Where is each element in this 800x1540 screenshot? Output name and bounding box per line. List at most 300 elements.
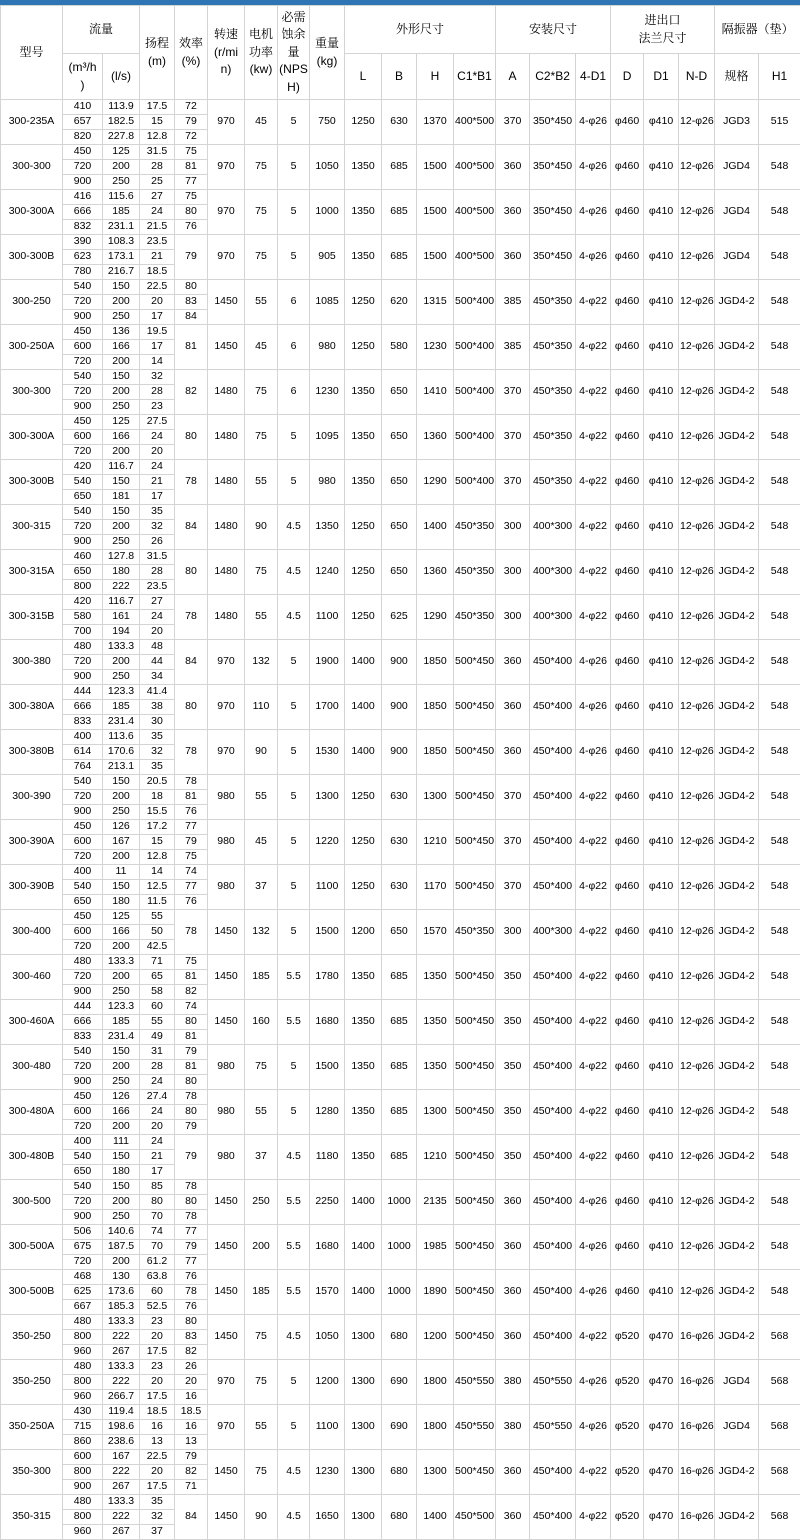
h1-cell: 548 <box>759 235 800 280</box>
head-cell: 18 <box>140 790 175 805</box>
model-cell: 300-480B <box>1 1135 63 1180</box>
D1-cell: φ410 <box>644 595 679 640</box>
efficiency-cell: 18.5 <box>175 1405 208 1420</box>
flow-ls-cell: 200 <box>103 520 140 535</box>
power-cell: 132 <box>245 640 278 685</box>
H-cell: 1290 <box>417 595 454 640</box>
model-cell: 300-315 <box>1 505 63 550</box>
flow-ls-cell: 200 <box>103 295 140 310</box>
head-cell: 11.5 <box>140 895 175 910</box>
efficiency-cell: 82 <box>175 370 208 415</box>
flow-m3h-cell: 540 <box>63 1150 103 1165</box>
flow-ls-cell: 108.3 <box>103 235 140 250</box>
H-cell: 1800 <box>417 1405 454 1450</box>
d4-cell: 4-φ26 <box>576 1180 611 1225</box>
c2b2-cell: 450*550 <box>530 1405 576 1450</box>
d4-cell: 4-φ22 <box>576 460 611 505</box>
pump-spec-table <box>0 5 800 1540</box>
c1b1-cell: 500*450 <box>454 775 496 820</box>
weight-cell: 1100 <box>310 865 345 910</box>
c1b1-cell: 450*350 <box>454 505 496 550</box>
header-4d1: 4-D1 <box>576 54 611 100</box>
d4-cell: 4-φ26 <box>576 1270 611 1315</box>
head-cell: 34 <box>140 670 175 685</box>
A-cell: 350 <box>496 1090 530 1135</box>
head-cell: 32 <box>140 370 175 385</box>
B-cell: 685 <box>382 1135 417 1180</box>
model-cell: 300-300B <box>1 460 63 505</box>
nd-cell: 16-φ26 <box>679 1450 715 1495</box>
h1-cell: 568 <box>759 1450 800 1495</box>
D1-cell: φ410 <box>644 370 679 415</box>
npsh-cell: 6 <box>278 325 310 370</box>
flow-m3h-cell: 900 <box>63 1210 103 1225</box>
c1b1-cell: 500*400 <box>454 370 496 415</box>
h1-cell: 568 <box>759 1495 800 1540</box>
head-cell: 25 <box>140 175 175 190</box>
flow-m3h-cell: 444 <box>63 685 103 700</box>
c1b1-cell: 500*450 <box>454 1135 496 1180</box>
power-cell: 37 <box>245 865 278 910</box>
flow-ls-cell: 166 <box>103 925 140 940</box>
model-cell: 300-390 <box>1 775 63 820</box>
table-row <box>1 505 800 520</box>
flow-ls-cell: 200 <box>103 445 140 460</box>
D-cell: φ460 <box>611 100 644 145</box>
speed-cell: 1450 <box>208 1000 245 1045</box>
efficiency-cell: 80 <box>175 280 208 295</box>
table-row <box>1 235 800 250</box>
c2b2-cell: 450*400 <box>530 640 576 685</box>
spec-cell: JGD4-2 <box>715 955 759 1000</box>
L-cell: 1400 <box>345 730 382 775</box>
D1-cell: φ470 <box>644 1450 679 1495</box>
flow-m3h-cell: 720 <box>63 940 103 955</box>
B-cell: 900 <box>382 685 417 730</box>
A-cell: 360 <box>496 1270 530 1315</box>
speed-cell: 970 <box>208 730 245 775</box>
efficiency-cell: 76 <box>175 805 208 820</box>
H-cell: 1410 <box>417 370 454 415</box>
d4-cell: 4-φ26 <box>576 235 611 280</box>
spec-cell: JGD4-2 <box>715 1135 759 1180</box>
weight-cell: 1050 <box>310 1315 345 1360</box>
head-cell: 24 <box>140 1105 175 1120</box>
d4-cell: 4-φ22 <box>576 775 611 820</box>
c1b1-cell: 500*450 <box>454 685 496 730</box>
flow-m3h-cell: 650 <box>63 1165 103 1180</box>
flow-m3h-cell: 540 <box>63 280 103 295</box>
A-cell: 300 <box>496 505 530 550</box>
spec-cell: JGD4-2 <box>715 730 759 775</box>
nd-cell: 12-φ26 <box>679 865 715 910</box>
power-cell: 185 <box>245 1270 278 1315</box>
h1-cell: 548 <box>759 865 800 910</box>
h1-cell: 568 <box>759 1405 800 1450</box>
L-cell: 1250 <box>345 865 382 910</box>
efficiency-cell: 81 <box>175 1060 208 1075</box>
head-cell: 19.5 <box>140 325 175 340</box>
model-cell: 350-250A <box>1 1405 63 1450</box>
d4-cell: 4-φ22 <box>576 910 611 955</box>
efficiency-cell: 76 <box>175 220 208 235</box>
flow-ls-cell: 198.6 <box>103 1420 140 1435</box>
weight-cell: 1570 <box>310 1270 345 1315</box>
flow-ls-cell: 200 <box>103 970 140 985</box>
flow-m3h-cell: 468 <box>63 1270 103 1285</box>
H-cell: 1210 <box>417 1135 454 1180</box>
c2b2-cell: 400*300 <box>530 595 576 640</box>
npsh-cell: 4.5 <box>278 1495 310 1540</box>
npsh-cell: 5 <box>278 685 310 730</box>
speed-cell: 970 <box>208 1405 245 1450</box>
table-row <box>1 730 800 745</box>
weight-cell: 1700 <box>310 685 345 730</box>
flow-ls-cell: 119.4 <box>103 1405 140 1420</box>
L-cell: 1300 <box>345 1360 382 1405</box>
efficiency-cell: 80 <box>175 1195 208 1210</box>
A-cell: 370 <box>496 820 530 865</box>
flow-m3h-cell: 450 <box>63 910 103 925</box>
flow-ls-cell: 266.7 <box>103 1390 140 1405</box>
D1-cell: φ410 <box>644 865 679 910</box>
spec-cell: JGD4-2 <box>715 325 759 370</box>
flow-m3h-cell: 900 <box>63 1480 103 1495</box>
nd-cell: 16-φ26 <box>679 1495 715 1540</box>
d4-cell: 4-φ22 <box>576 505 611 550</box>
head-cell: 65 <box>140 970 175 985</box>
d4-cell: 4-φ26 <box>576 190 611 235</box>
npsh-cell: 5.5 <box>278 1180 310 1225</box>
model-cell: 300-500A <box>1 1225 63 1270</box>
D-cell: φ460 <box>611 865 644 910</box>
efficiency-cell: 82 <box>175 1465 208 1480</box>
efficiency-cell: 16 <box>175 1420 208 1435</box>
spec-cell: JGD4-2 <box>715 865 759 910</box>
c2b2-cell: 450*400 <box>530 1450 576 1495</box>
flow-m3h-cell: 675 <box>63 1240 103 1255</box>
npsh-cell: 5 <box>278 820 310 865</box>
D1-cell: φ410 <box>644 820 679 865</box>
D-cell: φ460 <box>611 955 644 1000</box>
weight-cell: 1650 <box>310 1495 345 1540</box>
table-row <box>1 370 800 385</box>
model-cell: 300-500B <box>1 1270 63 1315</box>
H-cell: 1570 <box>417 910 454 955</box>
flow-ls-cell: 250 <box>103 400 140 415</box>
flow-m3h-cell: 860 <box>63 1435 103 1450</box>
h1-cell: 515 <box>759 100 800 145</box>
efficiency-cell: 78 <box>175 775 208 790</box>
nd-cell: 12-φ26 <box>679 595 715 640</box>
flow-ls-cell: 113.9 <box>103 100 140 115</box>
nd-cell: 12-φ26 <box>679 100 715 145</box>
speed-cell: 980 <box>208 775 245 820</box>
A-cell: 370 <box>496 100 530 145</box>
npsh-cell: 5.5 <box>278 1270 310 1315</box>
A-cell: 300 <box>496 595 530 640</box>
efficiency-cell: 80 <box>175 1315 208 1330</box>
h1-cell: 548 <box>759 325 800 370</box>
flow-m3h-cell: 480 <box>63 1360 103 1375</box>
L-cell: 1300 <box>345 1495 382 1540</box>
npsh-cell: 4.5 <box>278 1315 310 1360</box>
model-cell: 350-250 <box>1 1315 63 1360</box>
head-cell: 85 <box>140 1180 175 1195</box>
header-install-group: 安装尺寸 <box>496 6 611 54</box>
nd-cell: 12-φ26 <box>679 955 715 1000</box>
efficiency-cell: 78 <box>175 460 208 505</box>
weight-cell: 1780 <box>310 955 345 1000</box>
flow-m3h-cell: 800 <box>63 580 103 595</box>
d4-cell: 4-φ22 <box>576 955 611 1000</box>
header-nd: N-D <box>679 54 715 100</box>
B-cell: 680 <box>382 1450 417 1495</box>
c1b1-cell: 500*450 <box>454 1270 496 1315</box>
h1-cell: 568 <box>759 1360 800 1405</box>
efficiency-cell: 78 <box>175 1180 208 1195</box>
weight-cell: 980 <box>310 460 345 505</box>
head-cell: 17 <box>140 1165 175 1180</box>
weight-cell: 1220 <box>310 820 345 865</box>
model-cell: 300-380B <box>1 730 63 775</box>
L-cell: 1250 <box>345 820 382 865</box>
B-cell: 1000 <box>382 1225 417 1270</box>
npsh-cell: 6 <box>278 280 310 325</box>
efficiency-cell: 84 <box>175 505 208 550</box>
D1-cell: φ410 <box>644 100 679 145</box>
D1-cell: φ410 <box>644 1270 679 1315</box>
flow-m3h-cell: 900 <box>63 1075 103 1090</box>
H-cell: 1500 <box>417 145 454 190</box>
speed-cell: 1480 <box>208 415 245 460</box>
flow-m3h-cell: 720 <box>63 790 103 805</box>
B-cell: 680 <box>382 1495 417 1540</box>
flow-m3h-cell: 900 <box>63 805 103 820</box>
flow-m3h-cell: 900 <box>63 400 103 415</box>
head-cell: 20 <box>140 1375 175 1390</box>
h1-cell: 548 <box>759 685 800 730</box>
c1b1-cell: 500*450 <box>454 1045 496 1090</box>
flow-ls-cell: 200 <box>103 1120 140 1135</box>
weight-cell: 1200 <box>310 1360 345 1405</box>
h1-cell: 548 <box>759 280 800 325</box>
nd-cell: 12-φ26 <box>679 1180 715 1225</box>
efficiency-cell: 79 <box>175 115 208 130</box>
H-cell: 1360 <box>417 415 454 460</box>
D-cell: φ460 <box>611 460 644 505</box>
table-row <box>1 1225 800 1240</box>
nd-cell: 12-φ26 <box>679 190 715 235</box>
flow-m3h-cell: 900 <box>63 670 103 685</box>
flow-ls-cell: 133.3 <box>103 955 140 970</box>
header-speed: 转速 (r/mi n) <box>208 6 245 100</box>
flow-ls-cell: 150 <box>103 1180 140 1195</box>
D1-cell: φ410 <box>644 1225 679 1270</box>
nd-cell: 12-φ26 <box>679 1000 715 1045</box>
flow-m3h-cell: 780 <box>63 265 103 280</box>
efficiency-cell: 77 <box>175 175 208 190</box>
flow-ls-cell: 250 <box>103 1210 140 1225</box>
spec-cell: JGD4-2 <box>715 280 759 325</box>
table-row <box>1 820 800 835</box>
efficiency-cell: 80 <box>175 1105 208 1120</box>
flow-m3h-cell: 480 <box>63 1315 103 1330</box>
flow-ls-cell: 250 <box>103 1075 140 1090</box>
weight-cell: 1350 <box>310 505 345 550</box>
h1-cell: 548 <box>759 1225 800 1270</box>
flow-ls-cell: 170.6 <box>103 745 140 760</box>
flow-m3h-cell: 650 <box>63 565 103 580</box>
H-cell: 1350 <box>417 955 454 1000</box>
H-cell: 1850 <box>417 685 454 730</box>
H-cell: 1360 <box>417 550 454 595</box>
model-cell: 350-300 <box>1 1450 63 1495</box>
d4-cell: 4-φ26 <box>576 1225 611 1270</box>
power-cell: 132 <box>245 910 278 955</box>
nd-cell: 16-φ26 <box>679 1360 715 1405</box>
efficiency-cell: 72 <box>175 100 208 115</box>
L-cell: 1400 <box>345 685 382 730</box>
flow-m3h-cell: 450 <box>63 415 103 430</box>
flow-m3h-cell: 600 <box>63 340 103 355</box>
flow-m3h-cell: 800 <box>63 1375 103 1390</box>
head-cell: 26 <box>140 535 175 550</box>
npsh-cell: 5.5 <box>278 1000 310 1045</box>
head-cell: 48 <box>140 640 175 655</box>
flow-m3h-cell: 450 <box>63 325 103 340</box>
d4-cell: 4-φ22 <box>576 415 611 460</box>
B-cell: 620 <box>382 280 417 325</box>
A-cell: 360 <box>496 190 530 235</box>
c2b2-cell: 450*350 <box>530 325 576 370</box>
efficiency-cell: 78 <box>175 1210 208 1225</box>
npsh-cell: 6 <box>278 370 310 415</box>
D-cell: φ520 <box>611 1495 644 1540</box>
A-cell: 385 <box>496 280 530 325</box>
D1-cell: φ410 <box>644 1000 679 1045</box>
c2b2-cell: 450*400 <box>530 775 576 820</box>
nd-cell: 12-φ26 <box>679 640 715 685</box>
head-cell: 31.5 <box>140 145 175 160</box>
efficiency-cell: 81 <box>175 1030 208 1045</box>
head-cell: 32 <box>140 745 175 760</box>
H-cell: 1400 <box>417 1495 454 1540</box>
flow-m3h-cell: 720 <box>63 1060 103 1075</box>
d4-cell: 4-φ22 <box>576 1450 611 1495</box>
A-cell: 360 <box>496 1315 530 1360</box>
flow-ls-cell: 200 <box>103 385 140 400</box>
c1b1-cell: 500*450 <box>454 820 496 865</box>
d4-cell: 4-φ22 <box>576 550 611 595</box>
efficiency-cell: 77 <box>175 880 208 895</box>
spec-cell: JGD4-2 <box>715 1450 759 1495</box>
flow-ls-cell: 180 <box>103 895 140 910</box>
c2b2-cell: 400*300 <box>530 550 576 595</box>
efficiency-cell: 78 <box>175 730 208 775</box>
head-cell: 15.5 <box>140 805 175 820</box>
L-cell: 1300 <box>345 1450 382 1495</box>
A-cell: 370 <box>496 460 530 505</box>
power-cell: 45 <box>245 325 278 370</box>
flow-m3h-cell: 600 <box>63 1105 103 1120</box>
B-cell: 685 <box>382 190 417 235</box>
speed-cell: 1450 <box>208 1180 245 1225</box>
B-cell: 1000 <box>382 1270 417 1315</box>
head-cell: 21 <box>140 250 175 265</box>
flow-m3h-cell: 700 <box>63 625 103 640</box>
D1-cell: φ410 <box>644 730 679 775</box>
flow-m3h-cell: 720 <box>63 850 103 865</box>
model-cell: 300-460A <box>1 1000 63 1045</box>
flow-ls-cell: 140.6 <box>103 1225 140 1240</box>
header-weight: 重量 (kg) <box>310 6 345 100</box>
header-c2b2: C2*B2 <box>530 54 576 100</box>
B-cell: 685 <box>382 1000 417 1045</box>
header-flow-ls: (l/s) <box>103 54 140 100</box>
efficiency-cell: 81 <box>175 790 208 805</box>
c1b1-cell: 450*350 <box>454 595 496 640</box>
B-cell: 650 <box>382 910 417 955</box>
d4-cell: 4-φ22 <box>576 1135 611 1180</box>
B-cell: 900 <box>382 730 417 775</box>
head-cell: 55 <box>140 910 175 925</box>
B-cell: 1000 <box>382 1180 417 1225</box>
efficiency-cell: 84 <box>175 310 208 325</box>
h1-cell: 548 <box>759 460 800 505</box>
H-cell: 2135 <box>417 1180 454 1225</box>
weight-cell: 905 <box>310 235 345 280</box>
spec-cell: JGD4-2 <box>715 505 759 550</box>
h1-cell: 548 <box>759 820 800 865</box>
flow-m3h-cell: 900 <box>63 310 103 325</box>
flow-ls-cell: 133.3 <box>103 640 140 655</box>
B-cell: 580 <box>382 325 417 370</box>
model-cell: 300-250 <box>1 280 63 325</box>
flow-ls-cell: 216.7 <box>103 265 140 280</box>
nd-cell: 12-φ26 <box>679 550 715 595</box>
flow-m3h-cell: 623 <box>63 250 103 265</box>
header-npsh: 必需 蚀余 量 (NPS H) <box>278 6 310 100</box>
table-row <box>1 145 800 160</box>
speed-cell: 970 <box>208 145 245 190</box>
weight-cell: 1180 <box>310 1135 345 1180</box>
power-cell: 75 <box>245 1315 278 1360</box>
flow-ls-cell: 267 <box>103 1345 140 1360</box>
head-cell: 27 <box>140 595 175 610</box>
spec-cell: JGD4-2 <box>715 775 759 820</box>
L-cell: 1300 <box>345 1405 382 1450</box>
npsh-cell: 5 <box>278 1045 310 1090</box>
efficiency-cell: 83 <box>175 295 208 310</box>
power-cell: 90 <box>245 505 278 550</box>
c1b1-cell: 400*500 <box>454 145 496 190</box>
H-cell: 1200 <box>417 1315 454 1360</box>
head-cell: 70 <box>140 1210 175 1225</box>
d4-cell: 4-φ22 <box>576 1090 611 1135</box>
npsh-cell: 5.5 <box>278 955 310 1000</box>
D1-cell: φ410 <box>644 550 679 595</box>
d4-cell: 4-φ22 <box>576 325 611 370</box>
spec-cell: JGD4-2 <box>715 1225 759 1270</box>
table-row <box>1 280 800 295</box>
flow-ls-cell: 180 <box>103 1165 140 1180</box>
model-cell: 300-480A <box>1 1090 63 1135</box>
D1-cell: φ470 <box>644 1315 679 1360</box>
power-cell: 110 <box>245 685 278 730</box>
L-cell: 1350 <box>345 370 382 415</box>
weight-cell: 1100 <box>310 1405 345 1450</box>
